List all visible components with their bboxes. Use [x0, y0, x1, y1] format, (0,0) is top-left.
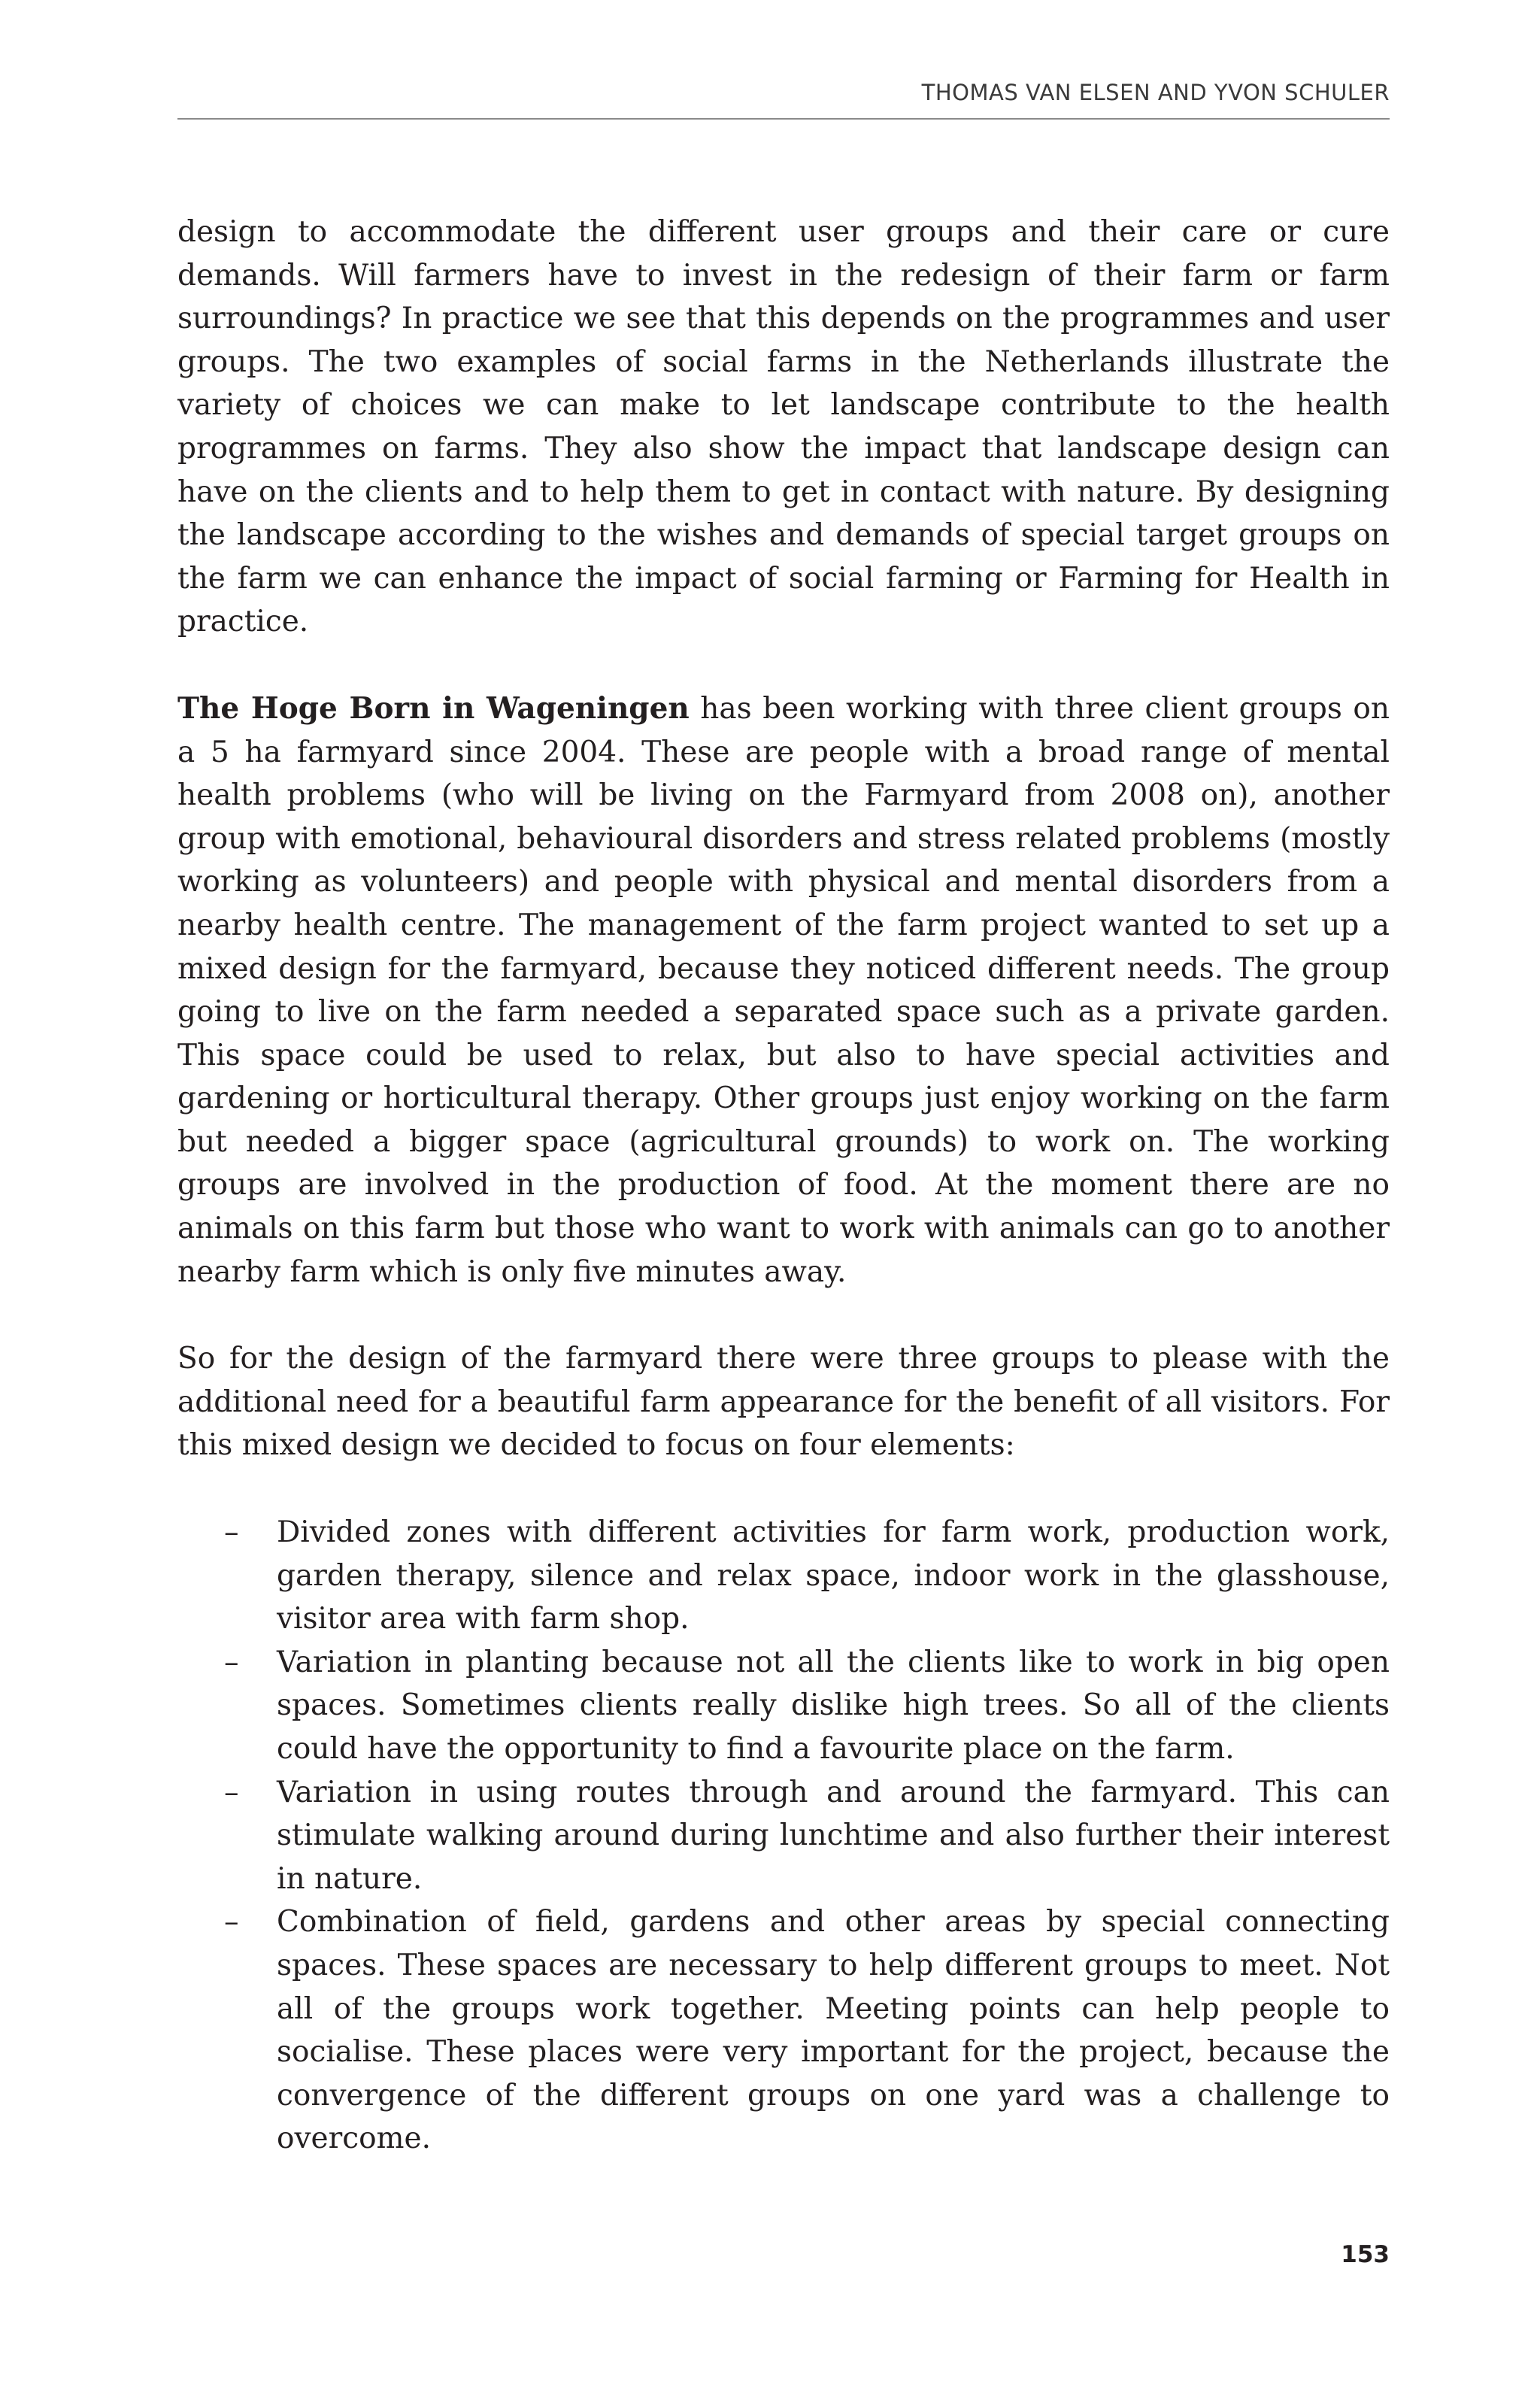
- page-body: [177, 211, 1390, 2161]
- paragraph-hoge-born: [177, 687, 1390, 1294]
- list-item-text: Variation in planting because not all the clients like to work in big open spaces. Sometimes clients really dislike high trees. So all of the clients could have the opportunity to find a favourite place on the farm.: [277, 1645, 1390, 1766]
- header-divider: [177, 118, 1390, 120]
- list-item-text: Divided zones with different activities for farm work, production work, garden therapy, silence and relax space, indoor work in the glasshouse, visitor area with farm shop.: [277, 1515, 1390, 1636]
- list-dash-marker: –: [224, 1645, 239, 1679]
- page-number: 153: [1341, 2241, 1390, 2268]
- list-item: [177, 1771, 1390, 1901]
- paragraph-hoge-born-text: has been working with three client groups on a 5 ha farmyard since 2004. These are people with a broad range of mental health problems (who will be living on the Farmyard from 2008 on), another group with emotional, behavioural disorders and stress related problems (mostly working as volunteers) and people with physical and mental disorders from a nearby health centre. The management of the farm project wanted to set up a mixed design for the farmyard, because they noticed different needs. The group going to live on the farm needed a separated space such as a private garden. This space could be used to relax, but also to have special activities and gardening or horticultural therapy. Other groups just enjoy working on the farm but needed a bigger space (agricultural grounds) to work on. The working groups are involved in the production of food. At the moment there are no animals on this farm but those who want to work with animals can go to another nearby farm which is only five minutes away.: [177, 691, 1390, 1289]
- list-item-text: Variation in using routes through and around the farmyard. This can stimulate walking around during lunchtime and also further their interest in nature.: [277, 1775, 1390, 1896]
- list-item: [177, 1900, 1390, 2161]
- paragraph-lead-heading: The Hoge Born in Wageningen: [177, 690, 690, 726]
- paragraph-design-intro: design to accommodate the different user groups and their care or cure demands. Will farmers have to invest in the redesign of their farm or farm surroundings? In practice we see that this depends on the programmes and user groups. The two examples of social farms in the Netherlands illustrate the variety of choices we can make to let landscape contribute to the health programmes on farms. They also show the impact that landscape design can have on the clients and to help them to get in contact with nature. By designing the landscape according to the wishes and demands of special target groups on the farm we can enhance the impact of social farming or Farming for Health in practice.: [177, 215, 1390, 639]
- list-dash-marker: –: [224, 1775, 239, 1809]
- list-dash-marker: –: [224, 1515, 239, 1550]
- list-item: [177, 1511, 1390, 1641]
- list-item: [177, 1641, 1390, 1771]
- running-head: THOMAS VAN ELSEN AND YVON SCHULER: [921, 80, 1390, 105]
- list-dash-marker: –: [224, 1905, 239, 1940]
- list-item-text: Combination of field, gardens and other areas by special connecting spaces. These spaces are necessary to help different groups to meet. Not all of the groups work together. Meeting points can help people to socialise. These places were very important for the project, because the convergence of the different groups on one yard was a challenge to overcome.: [277, 1905, 1390, 2156]
- paragraph-mixed-design: So for the design of the farmyard there were three groups to please with the additional need for a beautiful farm appearance for the benefit of all visitors. For this mixed design we decided to focus on four elements:: [177, 1342, 1390, 1463]
- design-elements-list: [177, 1511, 1390, 2161]
